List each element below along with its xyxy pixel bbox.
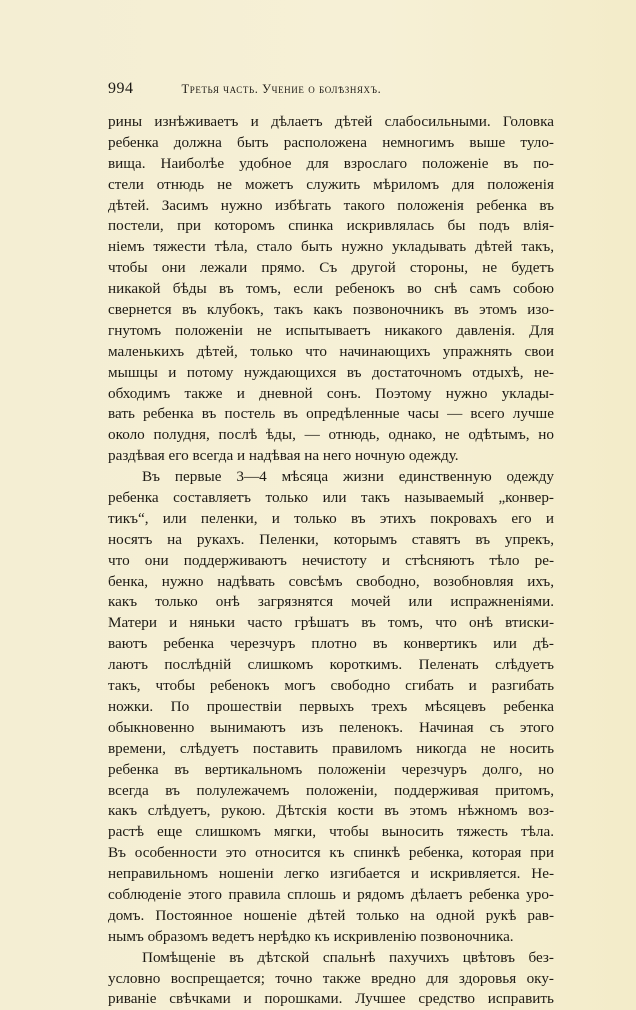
text-line: рины изнѣживаетъ и дѣлаетъ дѣтей слабосильными. Головка	[108, 113, 554, 130]
text-line: дѣтей. Засимъ нужно избѣгать такого положенія ребенка въ	[108, 196, 554, 214]
text-line: обходимъ также и дневной сонъ. Поэтому нужно уклады-	[108, 384, 554, 402]
text-line: домъ. Постоянное ношеніе дѣтей только на одной рукѣ рав-	[108, 906, 554, 924]
text-line: свернется въ клубокъ, такъ какъ позвоночникъ въ этомъ изо-	[108, 301, 554, 319]
text-line: условно воспрещается; точно также вредно для здоровья оку-	[108, 969, 554, 987]
text-line: какъ слѣдуетъ, рукою. Дѣтскія кости въ этомъ нѣжномъ воз-	[108, 802, 554, 820]
text-line: мышцы и потому нуждающихся въ достаточномъ отдыхѣ, не-	[108, 363, 554, 381]
body-text	[108, 112, 554, 1010]
text-line: бенка, нужно надѣвать совсѣмъ свободно, возобновляя ихъ,	[108, 572, 554, 590]
text-line: ребенка въ вертикальномъ положеніи черезчуръ долго, но	[108, 760, 554, 778]
text-line: маленькихъ дѣтей, только что начинающихъ упражнять свои	[108, 342, 554, 360]
text-line: соблюденіе этого правила сплошь и рядомъ дѣлаетъ ребенка уро-	[108, 885, 554, 903]
text-line: ножки. По прошествіи первыхъ трехъ мѣсяцевъ ребенка	[108, 697, 554, 715]
text-line: носятъ на рукахъ. Пеленки, которымъ ставятъ въ упрекъ,	[108, 530, 554, 548]
text-line: риваніе свѣчками и порошками. Лучшее средство исправить	[108, 990, 554, 1008]
text-line: нымъ образомъ ведетъ нерѣдко къ искривленію позвоночника.	[108, 927, 514, 945]
text-line: лаютъ послѣдній слишкомъ короткимъ. Пеленать слѣдуетъ	[108, 656, 554, 674]
text-line: обыкновенно вынимаютъ изъ пеленокъ. Начиная съ этого	[108, 718, 554, 736]
text-line: постели, при которомъ спинка искривлялась бы подъ влія-	[108, 217, 554, 235]
text-line: тикъ“, или пеленки, и только въ этихъ покровахъ его и	[108, 509, 554, 527]
text-line: около полудня, послѣ ѣды, — отнюдь, однако, не одѣтымъ, но	[108, 426, 554, 444]
text-line: Въ особенности это относится къ спинкѣ ребенка, которая при	[108, 844, 554, 862]
page-header	[108, 80, 558, 98]
text-line: стели отнюдь не можетъ служить мѣриломъ для положенія	[108, 175, 554, 193]
running-head: Третья часть. Учение о болѣзняхъ.	[181, 82, 382, 96]
text-line: такъ, чтобы ребенокъ могъ свободно сгибать и разгибать	[108, 677, 554, 695]
text-line: Помѣщеніе въ дѣтской спальнѣ пахучихъ цвѣтовъ без-	[142, 948, 554, 966]
text-line: всегда въ полулежачемъ положеніи, поддерживая притомъ,	[108, 781, 554, 799]
page-number: 994	[108, 80, 134, 97]
text-line: вать ребенка въ постель въ опредѣленные часы — всего лучше	[108, 405, 554, 423]
text-line: гнутомъ положеніи не испытываетъ никакого давленія. Для	[108, 321, 554, 339]
text-line: что они поддерживаютъ нечистоту и стѣсняютъ тѣло ре-	[108, 551, 554, 569]
text-line: Въ первые 3—4 мѣсяца жизни единственную одежду	[142, 468, 554, 486]
text-line: чтобы они лежали прямо. Съ другой стороны, не будетъ	[108, 259, 554, 277]
text-line: раздѣвая его всегда и надѣвая на него ночную одежду.	[108, 447, 459, 465]
text-line: времени, слѣдуетъ поставить правиломъ никогда не носить	[108, 739, 554, 757]
text-line: Матери и няньки часто грѣшатъ въ томъ, что онѣ втиски-	[108, 614, 554, 632]
text-line: ніемъ тяжести тѣла, стало быть нужно укладывать дѣтей такъ,	[108, 238, 554, 256]
text-line: ребенка составляетъ только или такъ называемый „конвер-	[108, 489, 554, 507]
text-line: ваютъ ребенка черезчуръ плотно въ конвертикъ или дѣ-	[108, 635, 554, 653]
text-line: ребенка должна быть расположена немногимъ выше туло-	[108, 133, 554, 151]
text-line: никакой бѣды въ томъ, если ребенокъ во снѣ самъ собою	[108, 280, 554, 298]
text-line: неправильномъ ношеніи легко изгибается и искривляется. Не-	[108, 865, 554, 883]
text-line: вища. Наиболѣе удобное для взрослаго положеніе въ по-	[108, 154, 554, 172]
text-line: растѣ еще слишкомъ мягки, чтобы выносить тяжесть тѣла.	[108, 823, 554, 841]
text-line: какъ только онѣ загрязнятся мочей или испражненіями.	[108, 593, 554, 611]
